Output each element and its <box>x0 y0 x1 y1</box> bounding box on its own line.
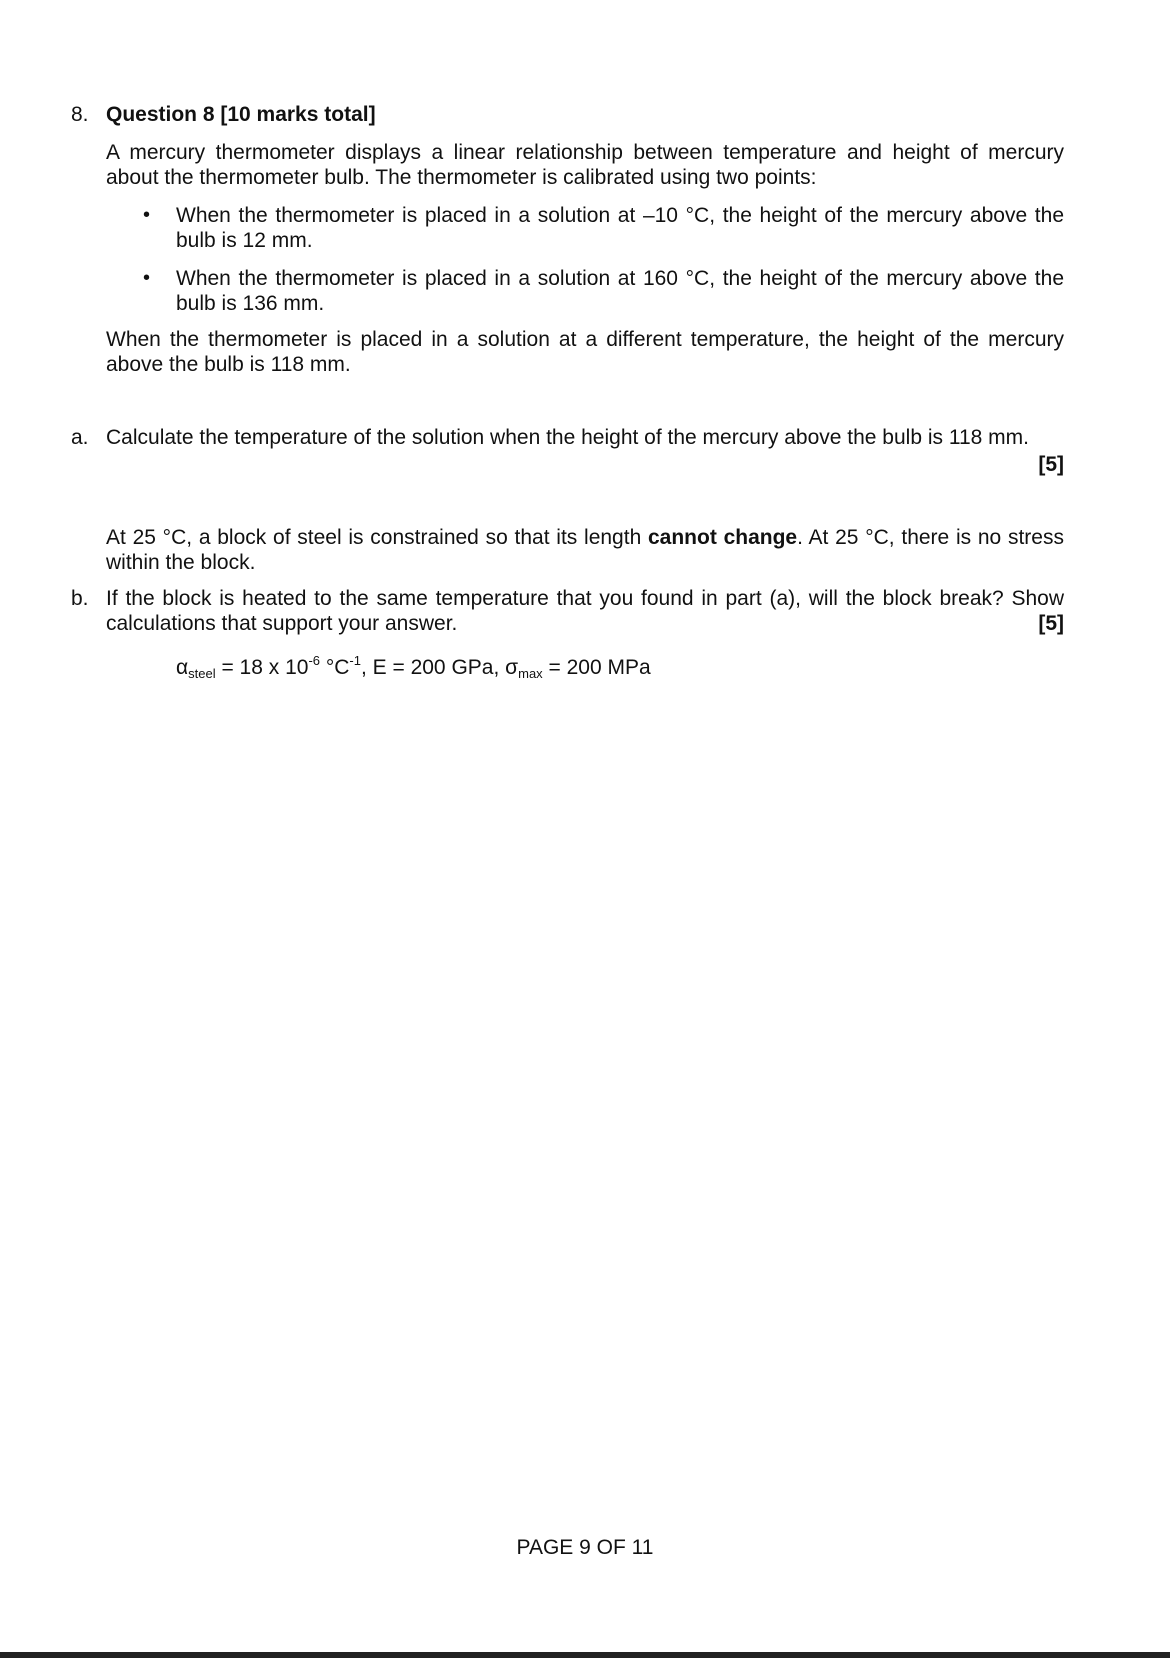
part-b-label: b. <box>71 587 89 610</box>
part-b-line-1: If the block is heated to the same temperature that you found in part (a), will the block break? Show <box>106 587 1064 610</box>
sigma-value: = 200 MPa <box>542 656 651 679</box>
condition-paragraph <box>106 327 1064 377</box>
steel-emphasis: cannot change <box>648 526 798 549</box>
page-number: PAGE 9 OF 11 <box>516 1536 654 1559</box>
sigma-symbol: σ <box>505 656 519 679</box>
bullet-2-line-1: When the thermometer is placed in a solution at 160 °C, the height of the mercury above the <box>176 267 1064 290</box>
bullet-1-line-1: When the thermometer is placed in a solution at –10 °C, the height of the mercury above the <box>176 204 1064 227</box>
steel-line-1-pre: At 25 °C, a block of steel is constrained so that its length <box>106 526 648 549</box>
question-number: 8. <box>71 103 89 126</box>
steel-line-1 <box>106 525 1064 550</box>
alpha-symbol: α <box>176 656 189 679</box>
bullet-dot-2: • <box>143 267 151 289</box>
condition-line-1: When the thermometer is placed in a solution at a different temperature, the height of the mercury <box>106 328 1064 351</box>
alpha-value: = 18 x 10 <box>215 656 309 679</box>
condition-line-2: above the bulb is 118 mm. <box>106 353 351 376</box>
bullet-2-line-2: bulb is 136 mm. <box>176 292 325 315</box>
alpha-unit: °C <box>320 656 350 679</box>
sigma-subscript: max <box>518 666 543 681</box>
alpha-unit-exponent: -1 <box>349 653 361 668</box>
steel-line-2: within the block. <box>106 551 256 574</box>
given-constants <box>176 648 651 686</box>
bullet-1-line-2: bulb is 12 mm. <box>176 229 313 252</box>
steel-paragraph <box>106 525 1064 575</box>
bullet-item-2 <box>176 266 1064 316</box>
part-a-text: Calculate the temperature of the solution when the height of the mercury above the bulb is 118 mm. <box>106 426 1029 449</box>
steel-line-1-post: . At 25 °C, there is no stress <box>797 526 1064 549</box>
bullet-item-1 <box>176 203 1064 253</box>
intro-line-1: A mercury thermometer displays a linear relationship between temperature and height of mercury <box>106 141 1064 164</box>
alpha-exponent: -6 <box>308 653 320 668</box>
part-b-line-2: calculations that support your answer. <box>106 612 458 635</box>
question-title: Question 8 [10 marks total] <box>106 103 376 126</box>
part-a-label: a. <box>71 426 89 449</box>
intro-line-2: about the thermometer bulb. The thermometer is calibrated using two points: <box>106 166 817 189</box>
intro-paragraph <box>106 140 1064 190</box>
modulus-text: , E = 200 GPa, <box>360 656 506 679</box>
bullet-dot-1: • <box>143 204 151 226</box>
bottom-divider <box>0 1652 1170 1658</box>
part-b-marks: [5] <box>1038 612 1064 635</box>
alpha-subscript: steel <box>188 666 216 681</box>
part-b-text <box>106 586 1064 636</box>
part-a-marks: [5] <box>1038 453 1064 476</box>
